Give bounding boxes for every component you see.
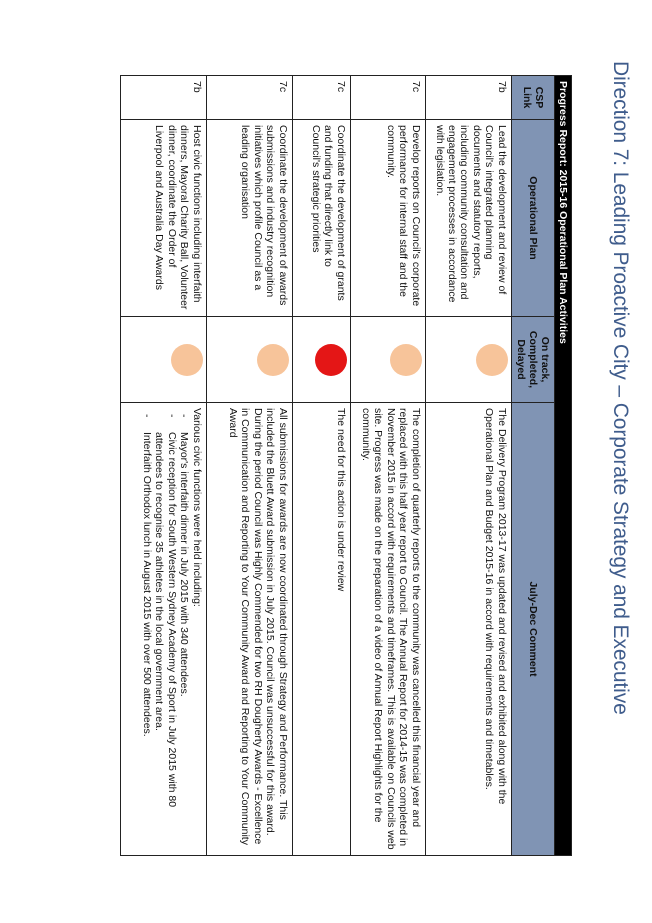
status-cell bbox=[292, 317, 350, 403]
status-cell bbox=[350, 317, 425, 403]
table-row bbox=[120, 76, 206, 856]
status-indicator bbox=[390, 344, 422, 376]
status-indicator bbox=[315, 344, 347, 376]
csp-link: 7c bbox=[292, 76, 350, 120]
comment-list bbox=[141, 408, 191, 850]
status-cell bbox=[206, 317, 292, 403]
header-status: On track, Completed, Delayed bbox=[511, 317, 554, 403]
comment-text: The completion of quarterly reports to the community was cancelled this financial year and replaced with this half year report to Council. The Annual Report for 2014-15 was completed in November 2015 in accord with requirements and timeframes. This is available on Councils web site. Progress was made on the preparation of a video of Annual Report Highlights for the community. bbox=[350, 403, 425, 856]
comment-text: Various civic functions were held including: bbox=[190, 408, 203, 607]
list-item: - Mayor's interfaith dinner in July 2015 with 340 attendees. bbox=[178, 414, 190, 850]
csp-link: 7b bbox=[425, 76, 511, 120]
status-cell bbox=[120, 317, 206, 403]
list-item: - Interfaith Orthodox lunch in August 2015 with over 500 attendees. bbox=[141, 414, 153, 850]
operational-plan-text: Develop reports on Council's corporate performance for internal staff and the community. bbox=[350, 120, 425, 317]
table-title-row bbox=[554, 76, 571, 856]
table-row bbox=[206, 76, 292, 856]
operational-plan-text: Coordinate the development of awards submissions and industry recognition initiatives which profile Council as a leading organisation bbox=[206, 120, 292, 317]
status-indicator bbox=[171, 344, 203, 376]
csp-link: 7c bbox=[350, 76, 425, 120]
table-row bbox=[292, 76, 350, 856]
table-title: Progress Report: 2015-16 Operational Plan Activities bbox=[554, 76, 571, 856]
progress-report-table bbox=[120, 75, 572, 856]
csp-link: 7c bbox=[206, 76, 292, 120]
comment-cell bbox=[120, 403, 206, 856]
comment-text: All submissions for awards are now coordinated through Strategy and Performance. This included the Bluett Award submission in July 2015. Council was unsuccessful for this award. During the period Council was Highly Commended for two RH Dougherty Awards - Excellence in Communication and Reporting to Your Community Award and Reporting to Your Community Award bbox=[206, 403, 292, 856]
header-csp-link: CSP Link bbox=[511, 76, 554, 120]
table-row bbox=[350, 76, 425, 856]
list-item: - Civic reception for South Western Sydney Academy of Sport in July 2015 with 80 attendees to recognise 35 athletes in the local government area. bbox=[153, 414, 178, 850]
operational-plan-text: Lead the development and review of Council's integrated planning documents and statutory reports, including community consultation and engagement processes in accordance with legislation. bbox=[425, 120, 511, 317]
comment-text: The Delivery Program 2013-17 was updated and revised and exhibited along with the Operational Plan and Budget 2015-16 in accord with requirements and timetables. bbox=[425, 403, 511, 856]
page-title: Direction 7: Leading Proactive City – Corporate Strategy and Executive bbox=[609, 61, 632, 715]
operational-plan-text: Host civic functions including interfaith dinners, Mayoral Charity Ball, Volunteer dinner, coordinate the Order of Liverpool and Australia Day Awards bbox=[120, 120, 206, 317]
csp-link: 7b bbox=[120, 76, 206, 120]
status-indicator bbox=[257, 344, 289, 376]
header-comment: July-Dec Comment bbox=[511, 403, 554, 856]
table-header-row bbox=[511, 76, 554, 856]
header-operational-plan: Operational Plan bbox=[511, 120, 554, 317]
operational-plan-text: Coordinate the development of grants and funding that directly link to Council's strategic priorities bbox=[292, 120, 350, 317]
status-indicator bbox=[476, 344, 508, 376]
comment-text: The need for this action is under review bbox=[292, 403, 350, 856]
status-cell bbox=[425, 317, 511, 403]
table-row bbox=[425, 76, 511, 856]
